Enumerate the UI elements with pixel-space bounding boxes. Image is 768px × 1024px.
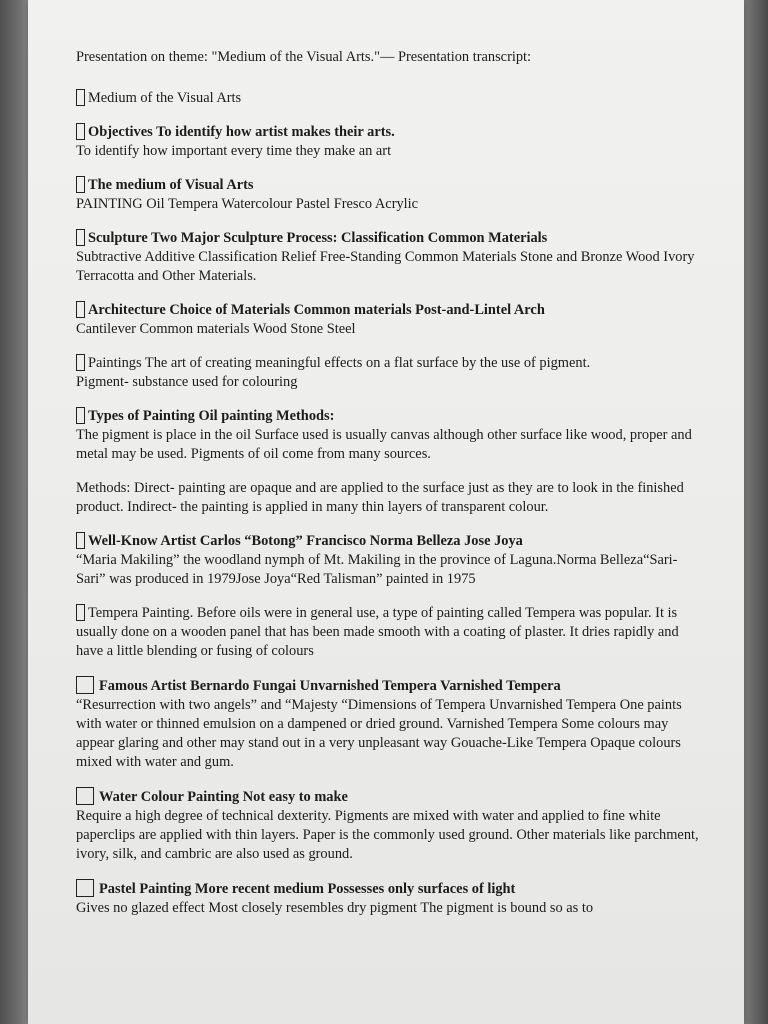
item-body: Gives no glazed effect Most closely resembles dry pigment The pigment is bound so as to	[76, 900, 594, 916]
missing-glyph-box-icon	[76, 787, 94, 805]
transcript-item	[76, 407, 701, 464]
transcript-item	[76, 879, 701, 918]
item-title-line	[76, 532, 701, 551]
item-body: “Maria Makiling” the woodland nymph of Mt. Makiling in the province of Laguna.Norma Belleza“Sari-Sari” was produced in 1979Jose Joya“Red Talisman” painted in 1975	[76, 552, 678, 587]
transcript-content	[76, 48, 701, 933]
transcript-item	[76, 89, 701, 108]
missing-glyph-box-icon	[76, 604, 85, 621]
transcript-item	[76, 229, 701, 286]
paper-sheet	[28, 0, 744, 1024]
item-body: Cantilever Common materials Wood Stone Steel	[76, 321, 356, 337]
item-title: Well-Know Artist Carlos “Botong” Francisco Norma Belleza Jose Joya	[88, 533, 523, 549]
item-title: Architecture Choice of Materials Common materials Post-and-Lintel Arch	[88, 302, 545, 318]
item-title-line	[76, 354, 701, 373]
item-body: To identify how important every time they make an art	[76, 143, 392, 159]
item-title-line	[76, 787, 701, 807]
transcript-item	[76, 123, 701, 161]
missing-glyph-box-icon	[76, 879, 94, 897]
item-title: Sculpture Two Major Sculpture Process: Classification Common Materials	[88, 230, 548, 246]
document-heading: Presentation on theme: "Medium of the Visual Arts."— Presentation transcript:	[76, 49, 532, 65]
transcript-item	[76, 532, 701, 589]
item-title-line	[76, 604, 701, 661]
item-body: Subtractive Additive Classification Relief Free-Standing Common Materials Stone and Bronze Wood Ivory Terracotta and Other Materials.	[76, 249, 695, 284]
transcript-blocks	[76, 89, 701, 918]
item-title: Types of Painting Oil painting Methods:	[88, 408, 335, 424]
missing-glyph-box-icon	[76, 407, 85, 424]
missing-glyph-box-icon	[76, 89, 85, 106]
item-body: The pigment is place in the oil Surface used is usually canvas although other surface like wood, proper and metal may be used. Pigments of oil come from many sources.	[76, 427, 692, 462]
transcript-item	[76, 787, 701, 864]
item-title-line	[76, 176, 701, 195]
missing-glyph-box-icon	[76, 301, 85, 318]
item-title-line	[76, 879, 701, 899]
missing-glyph-box-icon	[76, 229, 85, 246]
item-title: Famous Artist Bernardo Fungai Unvarnished Tempera Varnished Tempera	[99, 678, 561, 694]
item-title-line	[76, 676, 701, 696]
transcript-item	[76, 176, 701, 214]
item-title: The medium of Visual Arts	[88, 177, 254, 193]
transcript-item	[76, 301, 701, 339]
item-body: “Resurrection with two angels” and “Majesty “Dimensions of Tempera Unvarnished Tempera One paints with water or thinned emulsion on a dampened or dried ground. Varnished Tempera Some colours may appear glaring and other may stand out in a very unpleasant way Gouache-Like Tempera Opaque colours mixed with water and gum.	[76, 697, 682, 770]
item-title-line	[76, 229, 701, 248]
item-title-line	[76, 89, 701, 108]
missing-glyph-box-icon	[76, 176, 85, 193]
missing-glyph-box-icon	[76, 676, 94, 694]
missing-glyph-box-icon	[76, 123, 85, 140]
item-title: Water Colour Painting Not easy to make	[99, 789, 348, 805]
item-body: Methods: Direct- painting are opaque and are applied to the surface just as they are to look in the finished product. Indirect- the painting is applied in many thin layers of transparent colour.	[76, 480, 684, 515]
missing-glyph-box-icon	[76, 532, 85, 549]
transcript-item	[76, 479, 701, 517]
transcript-item	[76, 676, 701, 772]
transcript-item	[76, 604, 701, 661]
item-title-line	[76, 407, 701, 426]
item-title-line	[76, 301, 701, 320]
item-title: Pastel Painting More recent medium Possesses only surfaces of light	[99, 881, 516, 897]
item-title-line	[76, 123, 701, 142]
item-title: Medium of the Visual Arts	[88, 90, 242, 106]
item-title: Paintings The art of creating meaningful effects on a flat surface by the use of pigment.	[88, 355, 591, 371]
item-body: Require a high degree of technical dexterity. Pigments are mixed with water and applied to fine white paperclips are applied with thin layers. Paper is the commonly used ground. Other materials like parchment, ivory, silk, and cambric are also used as ground.	[76, 808, 699, 862]
item-body: Pigment- substance used for colouring	[76, 374, 298, 390]
item-body: PAINTING Oil Tempera Watercolour Pastel Fresco Acrylic	[76, 196, 419, 212]
transcript-item	[76, 354, 701, 392]
item-title: Tempera Painting. Before oils were in general use, a type of painting called Tempera was popular. It is usually done on a wooden panel that has been made smooth with a coating of plaster. It dries rapidly and have a little blending or fusing of colours	[76, 605, 679, 659]
missing-glyph-box-icon	[76, 354, 85, 371]
item-title: Objectives To identify how artist makes their arts.	[88, 124, 395, 140]
